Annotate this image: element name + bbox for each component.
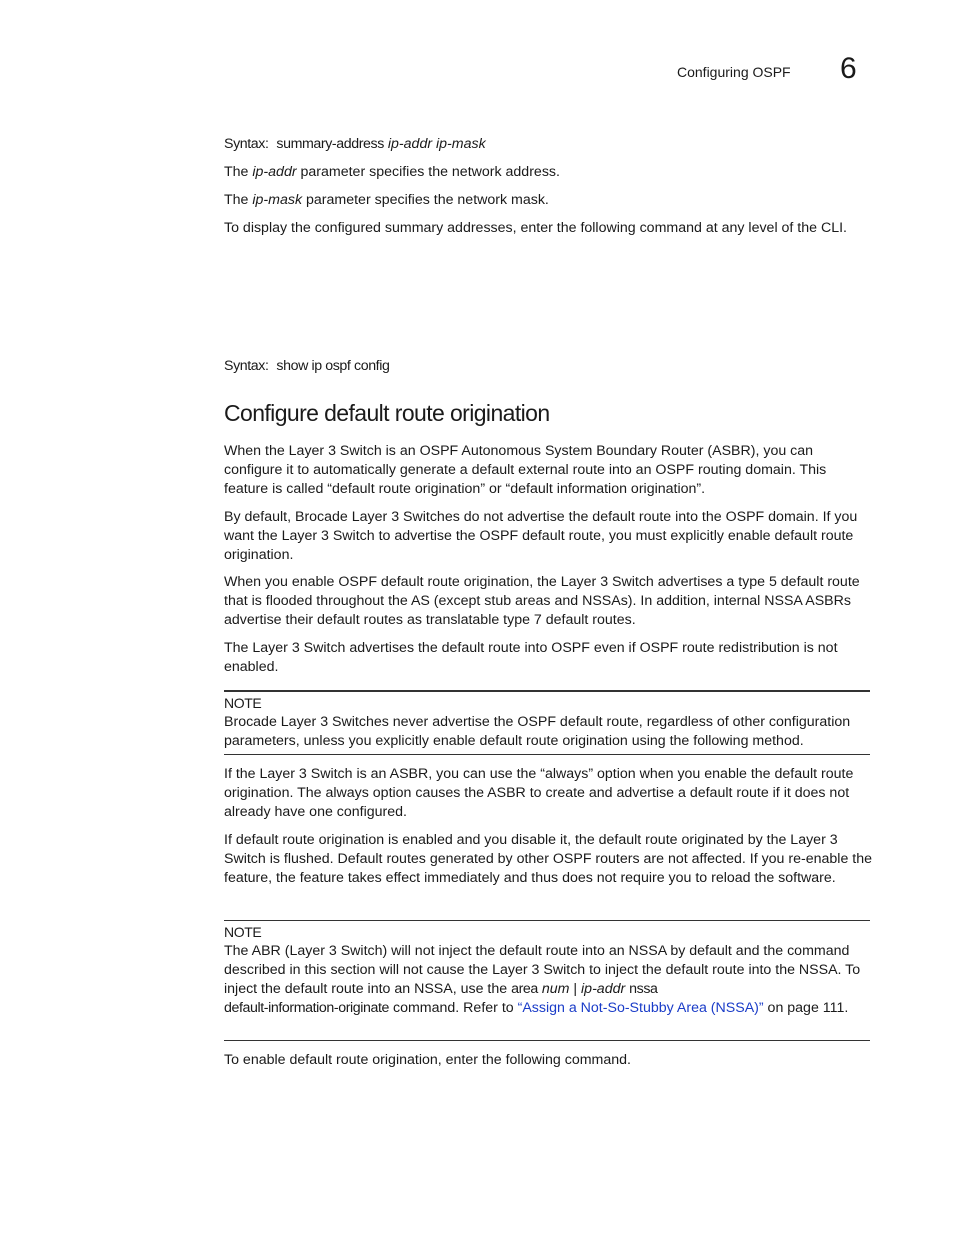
paragraph: The Layer 3 Switch advertises the default route into OSPF even if OSPF route redistribution is not enabled. (224, 640, 838, 675)
paragraph: To enable default route origination, enter the following command. (224, 1052, 631, 1068)
paragraph: If the Layer 3 Switch is an ASBR, you can use the “always” option when you enable the default route origination. The always option causes the ASBR to create and advertise a default route if it does not already have one configured. (224, 766, 854, 820)
note-top-rule (224, 920, 870, 921)
syntax-summary-address: Syntax: summary-address ip-addr ip-mask (224, 136, 486, 152)
ipaddr-description: The ip-addr parameter specifies the network address. (224, 164, 560, 180)
note-label: NOTE (224, 695, 262, 711)
command-keyword: default-information-originate (224, 1000, 390, 1016)
note-text: The ABR (Layer 3 Switch) will not inject the default route into an NSSA by default and the command described in this section will not cause the Layer 3 Switch to inject the default route into the NSSA. To inject the default route into an NSSA, use the area num | ip-addr nssa default-information-originate command. Refer to “Assign a Not-So-Stubby Area (NSSA)” on page 111. (224, 943, 861, 1016)
paragraph: If default route origination is enabled and you disable it, the default route originated by the Layer 3 Switch is flushed. Default routes generated by other OSPF routers are not affected. If you re-enable the feature, the feature takes effect immediately and thus does not require you to reload the software. (224, 832, 872, 886)
note-top-rule (224, 690, 870, 692)
command-params: ip-addr ip-mask (387, 136, 486, 152)
command-keyword: area (511, 981, 538, 997)
syntax-show-ip-ospf-config: Syntax: show ip ospf config (224, 358, 390, 374)
paragraph: When the Layer 3 Switch is an OSPF Autonomous System Boundary Router (ASBR), you can configure it to automatically generate a default external route into an OSPF routing domain. This feature is called “default route origination” or “default information origination”. (224, 443, 827, 497)
cross-reference-link[interactable]: “Assign a Not-So-Stubby Area (NSSA)” (517, 1000, 764, 1016)
paragraph: By default, Brocade Layer 3 Switches do not advertise the default route into the OSPF domain. If you want the Layer 3 Switch to advertise the OSPF default route, you must explicitly enable default route origination. (224, 509, 858, 563)
note-text: Brocade Layer 3 Switches never advertise the OSPF default route, regardless of other configuration parameters, unless you explicitly enable default route origination using the following method. (224, 714, 851, 749)
note-bottom-rule (224, 754, 870, 755)
command-keyword: summary-address (276, 136, 384, 152)
note-label: NOTE (224, 924, 262, 940)
note-bottom-rule (224, 1040, 870, 1041)
chapter-number: 6 (840, 52, 857, 85)
ipmask-description: The ip-mask parameter specifies the network mask. (224, 192, 549, 208)
command-keyword: show ip ospf config (276, 358, 390, 374)
paragraph: When you enable OSPF default route origination, the Layer 3 Switch advertises a type 5 default route that is flooded throughout the AS (except stub areas and NSSAs). In addition, internal NSSA ASBRs advertise their default routes as translatable type 7 default routes. (224, 574, 860, 628)
running-header-title: Configuring OSPF (677, 64, 791, 80)
section-heading: Configure default route origination (224, 400, 550, 426)
command-keyword: nssa (629, 981, 658, 997)
display-instruction: To display the configured summary addresses, enter the following command at any level of the CLI. (224, 220, 847, 236)
